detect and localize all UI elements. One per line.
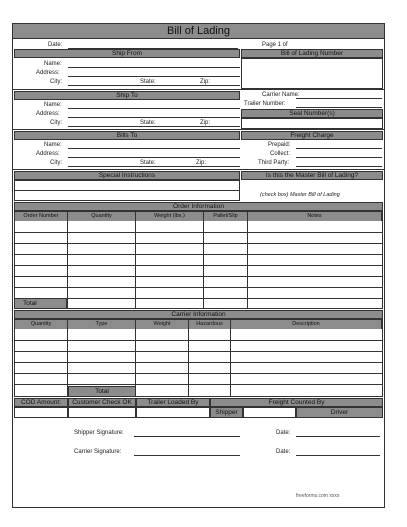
bill-to-state-label: State: <box>140 160 156 166</box>
date-label: Date: <box>48 42 63 48</box>
freight-charge-header: Freight Charge <box>241 131 383 140</box>
bol-number-header: Bill of Lading Number <box>241 49 383 58</box>
carrier-column-header: Type <box>68 320 136 329</box>
cod-amount-box[interactable] <box>14 407 68 418</box>
footer-text: freeforms.com xxxx <box>296 493 340 499</box>
ship-to-address-label: Address: <box>36 111 60 117</box>
ship-from-zip-label: Zip: <box>200 79 211 85</box>
trailer-number-field[interactable] <box>296 107 382 108</box>
ship-to-name-field[interactable] <box>68 108 240 109</box>
order-column-header: Order Number <box>15 212 68 221</box>
trailer-number-label: Trailer Number: <box>244 101 286 107</box>
bill-to-zip-label: Zip: <box>196 160 207 166</box>
ship-from-state-label: State: <box>140 79 156 85</box>
shipper-signature-label: Shipper Signature: <box>74 430 124 436</box>
bill-to-name-field[interactable] <box>68 148 240 149</box>
table-row[interactable] <box>15 298 382 299</box>
table-row[interactable] <box>15 265 382 266</box>
divider <box>12 129 385 130</box>
order-column-header: Notes <box>248 212 382 221</box>
trailer-loaded-box[interactable] <box>136 407 210 418</box>
carrier-column-header: Description <box>231 320 382 329</box>
bill-to-address-label: Address: <box>36 151 60 157</box>
prepaid-field[interactable] <box>296 148 382 149</box>
ship-from-header: Ship From <box>14 49 240 58</box>
shipper-option[interactable]: Shipper <box>210 407 243 418</box>
special-instructions-line <box>14 190 240 191</box>
trailer-loaded-label: Trailer Loaded By <box>136 398 210 407</box>
ship-from-address-label: Address: <box>36 70 60 76</box>
table-row[interactable] <box>15 373 382 374</box>
customer-check-box[interactable] <box>68 407 136 418</box>
ship-from-address-field[interactable] <box>68 76 240 77</box>
special-instructions-header: Special Instructions <box>14 171 240 180</box>
bill-to-city-field[interactable] <box>68 166 240 167</box>
shipper-signature-field[interactable] <box>134 436 240 437</box>
page-title: Bill of Lading <box>167 25 230 37</box>
customer-check-label: Customer Check OK <box>68 398 136 407</box>
table-row[interactable] <box>15 254 382 255</box>
page-number-label: Page 1 of <box>262 42 288 48</box>
table-row[interactable] <box>15 287 382 288</box>
seal-number-header: Seal Number(s) <box>241 109 383 118</box>
collect-label: Collect: <box>270 151 291 157</box>
table-row[interactable] <box>15 243 382 244</box>
table-row[interactable] <box>15 362 382 363</box>
order-column-divider <box>203 212 204 308</box>
divider <box>12 169 385 170</box>
carrier-signature-field[interactable] <box>134 455 240 456</box>
ship-to-header: Ship To <box>14 91 240 100</box>
divider <box>12 89 385 90</box>
shipper-date-label: Date: <box>276 430 291 436</box>
freight-counted-label: Freight Counted By <box>210 398 383 407</box>
table-row[interactable] <box>15 276 382 277</box>
carrier-date-label: Date: <box>276 449 291 455</box>
table-row[interactable] <box>15 351 382 352</box>
third-party-label: Third Party: <box>258 160 290 166</box>
carrier-column-header: Quantity <box>15 320 68 329</box>
table-row[interactable] <box>15 340 382 341</box>
bill-to-name-label: Name: <box>44 142 62 148</box>
order-info-header: Order Information <box>14 202 383 211</box>
shipper-date-field[interactable] <box>296 436 380 437</box>
carrier-signature-label: Carrier Signature: <box>74 449 122 455</box>
bill-to-city-label: City: <box>50 160 62 166</box>
carrier-column-header: Weight <box>136 320 189 329</box>
ship-to-address-field[interactable] <box>68 117 240 118</box>
bill-to-address-field[interactable] <box>68 157 240 158</box>
shipper-blank[interactable] <box>243 407 296 418</box>
carrier-name-label: Carrier Name: <box>262 92 300 98</box>
ship-to-state-label: State: <box>140 120 156 126</box>
carrier-total-label: Total <box>68 386 136 397</box>
order-info-table <box>14 211 383 309</box>
order-column-divider <box>67 212 68 308</box>
carrier-date-field[interactable] <box>296 455 380 456</box>
driver-option[interactable]: Driver <box>296 407 383 418</box>
ship-from-city-label: City: <box>50 79 62 85</box>
ship-from-city-field[interactable] <box>68 85 240 86</box>
ship-from-name-field[interactable] <box>68 67 240 68</box>
ship-to-city-label: City: <box>50 120 62 126</box>
order-total-label: Total <box>14 298 67 309</box>
table-row[interactable] <box>15 232 382 233</box>
ship-from-name-label: Name: <box>44 61 62 67</box>
order-column-header: Quantity <box>68 212 136 221</box>
master-bol-note[interactable]: (check box) Master Bill of Lading <box>260 192 340 198</box>
carrier-name-field[interactable] <box>296 98 382 99</box>
order-column-divider <box>247 212 248 308</box>
master-bol-header: Is this the Master Bill of Lading? <box>241 171 383 180</box>
ship-to-zip-label: Zip: <box>200 120 211 126</box>
order-column-header: Weight (lbs.) <box>136 212 204 221</box>
cod-amount-label: COD Amount: <box>14 398 68 407</box>
seal-number-box[interactable] <box>241 118 383 129</box>
order-column-divider <box>135 212 136 308</box>
ship-to-name-label: Name: <box>44 102 62 108</box>
carrier-info-header: Carrier Information <box>14 310 383 319</box>
ship-to-city-field[interactable] <box>68 126 240 127</box>
table-row[interactable] <box>15 384 382 385</box>
bill-to-header: Bills To <box>14 131 240 140</box>
bol-number-box[interactable] <box>241 58 383 89</box>
collect-field[interactable] <box>296 157 382 158</box>
order-column-header: Pallet/Slip <box>204 212 248 221</box>
third-party-field[interactable] <box>296 166 382 167</box>
prepaid-label: Prepaid: <box>268 142 291 148</box>
carrier-column-header: Hazardous <box>189 320 231 329</box>
